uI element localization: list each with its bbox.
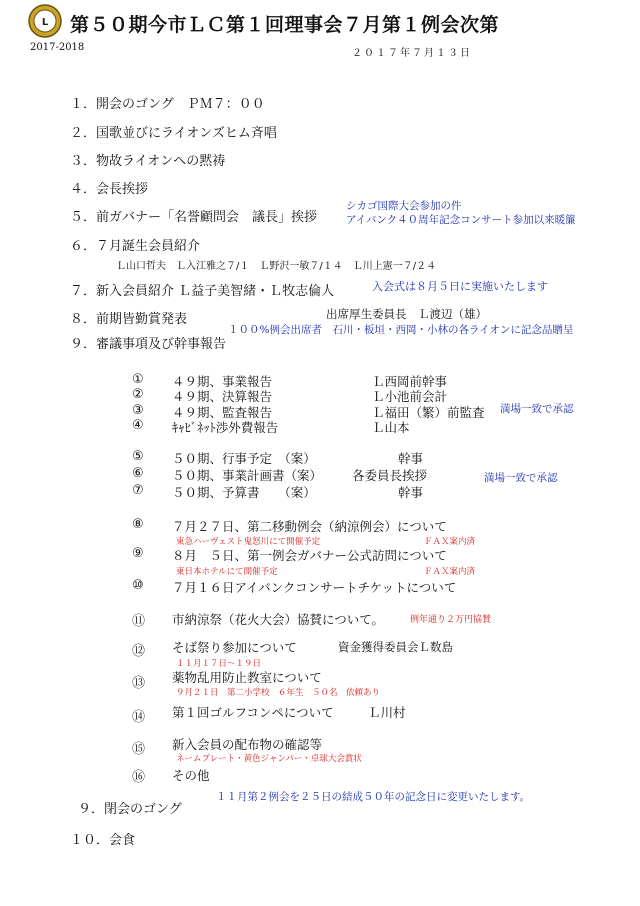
lions-emblem-icon — [28, 4, 62, 38]
agenda-by-4: Ｌ山本 — [372, 420, 410, 435]
agenda-num-9: ⑨ — [132, 546, 144, 561]
agenda-note-6: 満場一致で承認 — [484, 472, 558, 484]
item-5-note-2: アイバンク４０周年記念コンサート参加以来暖簾 — [346, 214, 576, 226]
agenda-num-2: ② — [132, 387, 144, 402]
item-3: ３．物故ライオンへの黙祷 — [70, 154, 226, 169]
agenda-text-10: ７月１６日アイバンクコンサートチケットについて — [172, 580, 457, 595]
item-5-note-1: シカゴ国際大会参加の件 — [346, 200, 462, 212]
agenda-note-15: ネームプレート・黄色ジャンパー・卓球大会賞状 — [176, 754, 362, 764]
agenda-num-12: ⑫ — [132, 644, 146, 659]
agenda-note-8a: 東急ハーヴェスト鬼怒川にて開催予定 — [176, 537, 321, 547]
agenda-by-1: Ｌ西岡前幹事 — [372, 374, 448, 389]
agenda-by-7: 幹事 — [398, 485, 424, 500]
agenda-note-3: 満場一致で承認 — [500, 403, 574, 415]
item-4: ４．会長挨拶 — [70, 182, 149, 197]
agenda-text-11: 市納涼祭（花火大会）協賛について。 — [172, 612, 385, 627]
year-range: 2017-2018 — [30, 42, 85, 53]
agenda-text-4: ｷｬﾋﾞﾈｯﾄ渉外費報告 — [172, 420, 279, 435]
agenda-by-5: 幹事 — [398, 451, 424, 466]
agenda-note-8b: ＦＡＸ案内済 — [424, 537, 476, 547]
agenda-text-6: ５０期、事業計画書（案） — [172, 468, 323, 483]
item-9: ９．審議事項及び幹事報告 — [70, 337, 227, 352]
agenda-text-16: その他 — [172, 768, 210, 783]
item-8-note: １００%例会出席者 石川・板垣・西岡・小林の各ライオンに記念品贈呈 — [228, 324, 574, 336]
agenda-note-16: １１月第２例会を２５日の結成５０年の記念日に変更いたします。 — [216, 791, 531, 803]
agenda-text-12: そば祭り参加について — [172, 640, 297, 655]
item-10: １０．会食 — [70, 833, 136, 848]
item-8-detail: 出席厚生委員長 Ｌ渡辺（雄） — [326, 307, 487, 321]
agenda-num-11: ⑪ — [132, 614, 146, 629]
agenda-num-4: ④ — [132, 418, 144, 433]
agenda-text-13: 薬物乱用防止教室について — [172, 670, 322, 685]
agenda-text-3: ４９期、監査報告 — [172, 405, 273, 420]
item-closing-gong: ９．閉会のゴング — [78, 802, 182, 817]
item-6-members: Ｌ山口哲夫 Ｌ入江雅之７/１ Ｌ野沢一敏７/１４ Ｌ川上憲一７/２４ — [116, 261, 437, 272]
agenda-text-5: ５０期、行事予定 （案） — [172, 451, 316, 466]
agenda-num-8: ⑧ — [132, 517, 144, 532]
agenda-text-2: ４９期、決算報告 — [172, 389, 273, 404]
agenda-num-15: ⑮ — [132, 742, 146, 757]
agenda-note-9b: ＦＡＸ案内済 — [424, 567, 476, 577]
agenda-text-15: 新入会員の配布物の確認等 — [172, 737, 323, 752]
page-title: 第５０期今市ＬＣ第１回理事会７月第１例会次第 — [70, 14, 500, 36]
item-6: ６．７月誕生会員紹介 — [70, 239, 201, 254]
agenda-text-7: ５０期、予算書 （案） — [172, 485, 316, 500]
item-7: ７．新入会員紹介 Ｌ益子美智緒・Ｌ牧志倫人 — [70, 284, 335, 299]
item-1: １．開会のゴング ＰＭ７：００ — [70, 97, 265, 112]
item-7-note: 入会式は８月５日に実施いたします — [372, 280, 548, 293]
agenda-num-5: ⑤ — [132, 449, 144, 464]
item-8: ８．前期皆勤賞発表 — [70, 312, 188, 327]
document-date: ２０１７年７月１３日 — [352, 48, 472, 59]
agenda-note-11: 例年通り２万円協賛 — [410, 615, 492, 625]
item-5: ５．前ガバナー「名誉顧問会 議長」挨拶 — [70, 210, 318, 225]
agenda-note-13: ９月２１日 第二小学校 ６年生 ５０名 依頼あり — [176, 688, 381, 698]
agenda-num-14: ⑭ — [132, 710, 146, 725]
agenda-by-12: 資金獲得委員会Ｌ数島 — [338, 640, 453, 654]
agenda-num-6: ⑥ — [132, 466, 144, 481]
agenda-num-16: ⑯ — [132, 770, 146, 785]
agenda-num-10: ⑩ — [132, 578, 144, 593]
agenda-text-8: ７月２７日、第二移動例会（納涼例会）について — [172, 519, 447, 534]
item-2: ２．国歌並びにライオンズヒム斉唱 — [70, 126, 277, 141]
agenda-note-9a: 東日本ホテルにて開催予定 — [176, 567, 278, 577]
svg-text:L: L — [41, 17, 49, 28]
agenda-by-14: Ｌ川村 — [368, 705, 406, 720]
agenda-by-6: 各委員長挨拶 — [352, 468, 428, 483]
agenda-text-9: ８月 ５日、第一例会ガバナー公式訪問について — [172, 548, 447, 563]
agenda-by-2: Ｌ小池前会計 — [372, 389, 448, 404]
agenda-num-3: ③ — [132, 403, 144, 418]
agenda-text-14: 第１回ゴルフコンペについて — [172, 705, 334, 720]
agenda-note-12: １１月１７日～１９日 — [176, 659, 262, 669]
agenda-num-7: ⑦ — [132, 483, 144, 498]
agenda-text-1: ４９期、事業報告 — [172, 374, 273, 389]
agenda-num-13: ⑬ — [132, 676, 146, 691]
agenda-num-1: ① — [132, 372, 144, 387]
agenda-by-3: Ｌ福田（繁）前監査 — [372, 405, 485, 420]
